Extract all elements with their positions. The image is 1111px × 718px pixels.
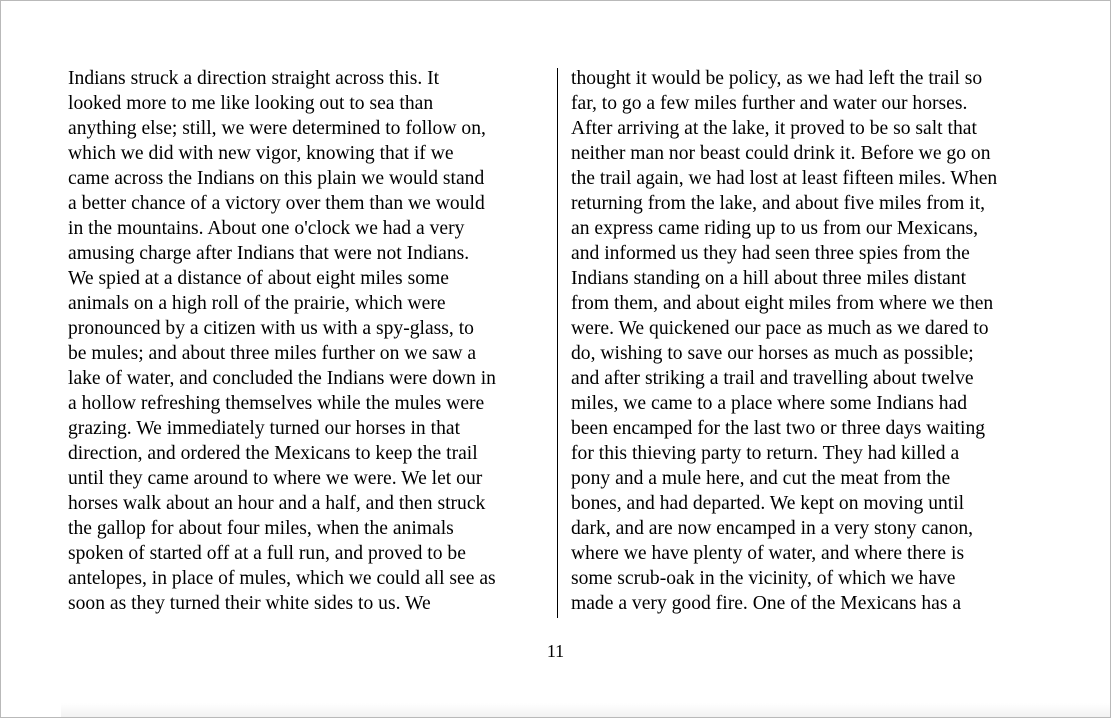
text-line: be mules; and about three miles further on we saw a: [68, 343, 477, 364]
text-line: We spied at a distance of about eight miles some: [68, 268, 449, 289]
text-line: spoken of started off at a full run, and proved to be: [68, 543, 466, 564]
column-divider: [557, 68, 558, 618]
text-line: the trail again, we had lost at least fifteen miles. When: [571, 168, 998, 189]
text-line: pronounced by a citizen with us with a spy-glass, to: [68, 318, 474, 339]
text-line: grazing. We immediately turned our horses in that: [68, 418, 461, 439]
text-line: came across the Indians on this plain we would stand: [68, 168, 485, 189]
text-line: and informed us they had seen three spies from the: [571, 243, 970, 264]
text-line: amusing charge after Indians that were not Indians.: [68, 243, 470, 264]
text-line: for this thieving party to return. They had killed a: [571, 443, 960, 464]
text-line: bones, and had departed. We kept on moving until: [571, 493, 965, 514]
text-line: Indians struck a direction straight across this. It: [68, 68, 440, 89]
text-line: soon as they turned their white sides to us. We: [68, 593, 431, 614]
text-line: made a very good fire. One of the Mexicans has a: [571, 593, 962, 614]
text-line: neither man nor beast could drink it. Before we go on: [571, 143, 991, 164]
right-text-column: [571, 66, 1051, 616]
text-line: the gallop for about four miles, when the animals: [68, 518, 454, 539]
text-line: from them, and about eight miles from where we then: [571, 293, 994, 314]
text-line: a better chance of a victory over them than we would: [68, 193, 485, 214]
text-line: until they came around to where we were. We let our: [68, 468, 483, 489]
text-line: animals on a high roll of the prairie, which were: [68, 293, 446, 314]
text-line: horses walk about an hour and a half, and then struck: [68, 493, 486, 514]
text-line: looked more to me like looking out to sea than: [68, 93, 434, 114]
text-line: antelopes, in place of mules, which we could all see as: [68, 568, 496, 589]
text-line: a hollow refreshing themselves while the mules were: [68, 393, 485, 414]
text-line: do, wishing to save our horses as much as possible;: [571, 343, 974, 364]
text-line: in the mountains. About one o'clock we had a very: [68, 218, 465, 239]
text-line: been encamped for the last two or three days waiting: [571, 418, 986, 439]
text-line: some scrub-oak in the vicinity, of which we have: [571, 568, 956, 589]
text-line: anything else; still, we were determined to follow on,: [68, 118, 486, 139]
text-line: direction, and ordered the Mexicans to keep the trail: [68, 443, 478, 464]
text-line: miles, we came to a place where some Indians had: [571, 393, 968, 414]
text-line: returning from the lake, and about five miles from it,: [571, 193, 986, 214]
text-line: far, to go a few miles further and water our horses.: [571, 93, 968, 114]
text-line: After arriving at the lake, it proved to be so salt that: [571, 118, 977, 139]
text-line: dark, and are now encamped in a very stony canon,: [571, 518, 974, 539]
page-number: 11: [546, 641, 565, 661]
text-line: were. We quickened our pace as much as we dared to: [571, 318, 989, 339]
text-line: lake of water, and concluded the Indians were down in: [68, 368, 496, 389]
text-line: and after striking a trail and travelling about twelve: [571, 368, 974, 389]
text-line: where we have plenty of water, and where there is: [571, 543, 965, 564]
text-line: an express came riding up to us from our Mexicans,: [571, 218, 979, 239]
text-line: thought it would be policy, as we had left the trail so: [571, 68, 983, 89]
text-line: which we did with new vigor, knowing that if we: [68, 143, 454, 164]
left-text-column: [68, 66, 546, 616]
text-line: Indians standing on a hill about three miles distant: [571, 268, 967, 289]
text-line: pony and a mule here, and cut the meat from the: [571, 468, 951, 489]
page-bottom-shadow: [61, 703, 1110, 717]
